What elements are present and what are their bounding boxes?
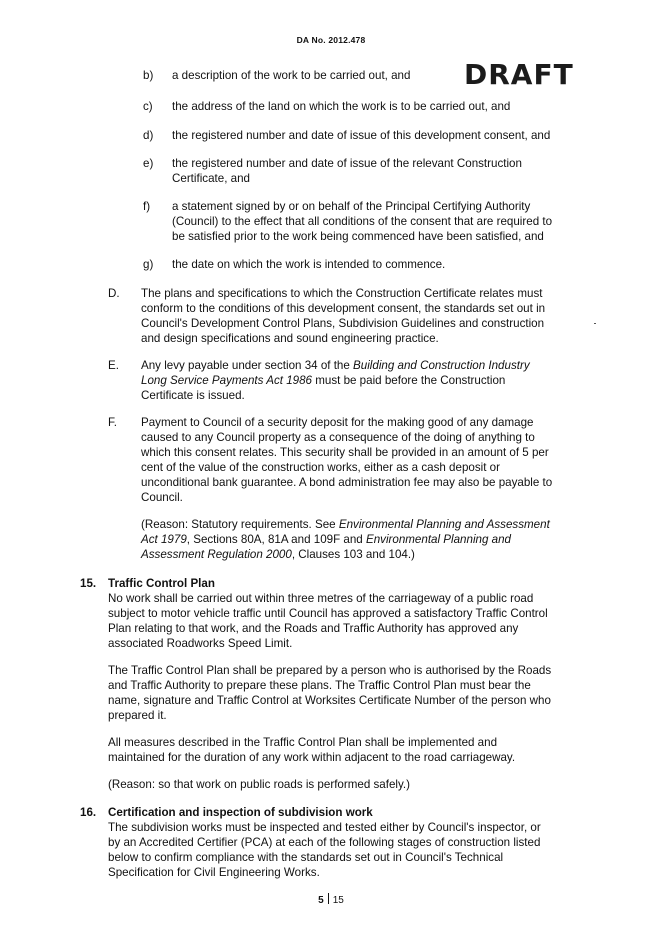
- draft-stamp: DRAFT: [464, 58, 574, 91]
- section-title: Traffic Control Plan: [108, 577, 215, 590]
- current-page: 5: [318, 895, 324, 906]
- section-text-line: and Traffic Authority to prepare these plans. The Traffic Control Plan must bear the: [108, 679, 531, 692]
- subitem-label: g): [143, 258, 154, 271]
- clause-text-line: The plans and specifications to which the Construction Certificate relates must: [141, 287, 543, 300]
- section-text-line: subject to motor vehicle traffic until Council has approved a satisfactory Traffic Control: [108, 607, 548, 620]
- clause-label: E.: [108, 359, 119, 372]
- subitem-label: f): [143, 200, 151, 213]
- clause-text-line: Long Service Payments Act 1986 must be paid before the Construction: [141, 374, 506, 387]
- clause-text-line: Council.: [141, 491, 183, 504]
- reason-line: Assessment Regulation 2000, Clauses 103 and 104.): [141, 548, 415, 561]
- section-reason: (Reason: so that work on public roads is performed safely.): [108, 778, 411, 791]
- subitem-label: e): [143, 157, 154, 170]
- section-text-line: Plan relating to that work, and the Roads and Traffic Authority has approved any: [108, 622, 519, 635]
- page-number-footer: [0, 893, 662, 909]
- section-text-line: Specification for Civil Engineering Works.: [108, 866, 320, 879]
- act-title: Long Service Payments Act 1986: [141, 374, 312, 387]
- subitem-label: d): [143, 129, 154, 142]
- clause-text-line: Payment to Council of a security deposit for the making good of any damage: [141, 416, 534, 429]
- section-number: 15.: [80, 577, 97, 590]
- section-text-line: below to confirm compliance with the standards set out in Council's Technical: [108, 851, 504, 864]
- clause-text-line: Council's Development Control Plans, Subdivision Guidelines and construction: [141, 317, 545, 330]
- section-title: Certification and inspection of subdivision work: [108, 806, 373, 819]
- scan-speck: [594, 323, 596, 324]
- da-number-header: DA No. 2012.478: [296, 35, 366, 45]
- clause-text-line: unconditional bank guarantee. A bond administration fee may also be payable to: [141, 476, 553, 489]
- clause-text-line: and design specifications and sound engineering practice.: [141, 332, 439, 345]
- clause-label: D.: [108, 287, 120, 300]
- reason-line: (Reason: Statutory requirements. See Environmental Planning and Assessment: [141, 518, 550, 531]
- section-text-line: maintained for the duration of any work within adjacent to the road carriageway.: [108, 751, 516, 764]
- clause-text-line: conform to the conditions of this development consent, the standards set out in: [141, 302, 546, 315]
- section-text-line: name, signature and Traffic Control at Worksites Certificate Number of the person who: [108, 694, 551, 707]
- clause-text-line: cent of the value of the construction works, either as a cash deposit or: [141, 461, 500, 474]
- subitem-text-line: the registered number and date of issue of the relevant Construction: [172, 157, 522, 170]
- subitem-label: c): [143, 100, 153, 113]
- clause-text-line: Any levy payable under section 34 of the Building and Construction Industry: [141, 359, 530, 372]
- section-text-line: No work shall be carried out within three metres of the carriageway of a public road: [108, 592, 534, 605]
- section-number: 16.: [80, 806, 97, 819]
- reason-line: Act 1979, Sections 80A, 81A and 109F and Environmental Planning and: [141, 533, 511, 546]
- clause-text-line: Certificate is issued.: [141, 389, 245, 402]
- subitem-text-line: a statement signed by or on behalf of the Principal Certifying Authority: [172, 200, 531, 213]
- clause-text-line: which this consent relates. This security shall be provided in an amount of 5 per: [141, 446, 549, 459]
- section-text-line: by an Accredited Certifier (PCA) at each of the following stages of construction listed: [108, 836, 541, 849]
- clause-text-line: caused to any Council property as a consequence of the doing of anything to: [141, 431, 535, 444]
- subitem-text: the address of the land on which the work is to be carried out, and: [172, 100, 511, 113]
- page-separator: [328, 893, 329, 904]
- section-text-line: prepared it.: [108, 709, 167, 722]
- subitem-text-line: Certificate, and: [172, 172, 250, 185]
- subitem-text-line: (Council) to the effect that all conditions of the consent that are required to: [172, 215, 553, 228]
- subitem-text: the date on which the work is intended to commence.: [172, 258, 446, 271]
- subitem-label: b): [143, 69, 154, 82]
- subitem-text-line: be satisfied prior to the work being commenced have been satisfied, and: [172, 230, 544, 243]
- section-text-line: The subdivision works must be inspected and tested either by Council's inspector, or: [108, 821, 541, 834]
- subitem-text: the registered number and date of issue of this development consent, and: [172, 129, 551, 142]
- section-text-line: associated Roadworks Speed Limit.: [108, 637, 293, 650]
- subitem-text: a description of the work to be carried out, and: [172, 69, 411, 82]
- section-text-line: The Traffic Control Plan shall be prepared by a person who is authorised by the Roads: [108, 664, 552, 677]
- clause-label: F.: [108, 416, 118, 429]
- act-title: Building and Construction Industry: [353, 359, 530, 372]
- section-text-line: All measures described in the Traffic Control Plan shall be implemented and: [108, 736, 498, 749]
- total-pages: 15: [332, 895, 344, 906]
